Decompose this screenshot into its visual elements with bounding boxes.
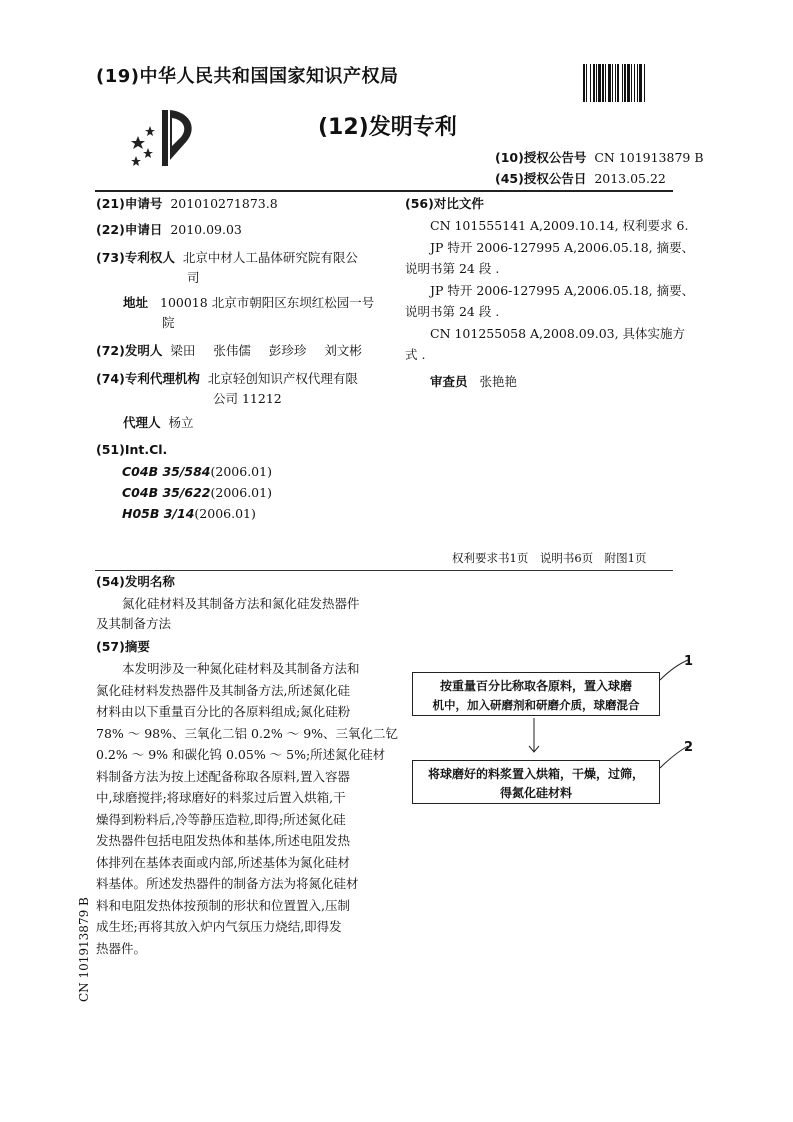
barcode-bar <box>602 64 604 102</box>
barcode-bar <box>605 64 606 102</box>
abstract-line: 材料由以下重量百分比的各原料组成;氮化硅粉 <box>96 704 351 719</box>
flow-step-1-line: 机中，加入研磨剂和研磨介质，球磨混合 <box>432 698 640 712</box>
abstract-line: 0.2% ～ 9% 和碳化钨 0.05% ～ 5%;所述氮化硅材 <box>96 747 386 762</box>
app-number-label: (21)申请号 <box>96 196 163 211</box>
citations-label: (56)对比文件 <box>405 196 484 211</box>
flow-step-2-line: 得氮化硅材料 <box>499 786 572 800</box>
barcode-bar <box>598 64 601 102</box>
issuing-office: (19)中华人民共和国国家知识产权局 <box>96 66 399 87</box>
abstract-line: 料基体。所述发热器件的制备方法为将氮化硅材 <box>96 876 359 891</box>
flow-step-1-line: 按重量百分比称取各原料，置入球磨 <box>439 679 632 693</box>
barcode <box>583 64 675 102</box>
barcode-bar <box>583 64 585 102</box>
agent: 杨立 <box>168 415 194 430</box>
citation-line: 说明书第 24 段 . <box>405 304 500 319</box>
barcode-bar <box>593 64 595 102</box>
ipc-label: (51)Int.Cl. <box>96 442 168 457</box>
barcode-bar <box>617 64 619 102</box>
patentee-label: (73)专利权人 <box>96 250 175 265</box>
abstract-line: 本发明涉及一种氮化硅材料及其制备方法和 <box>122 661 360 676</box>
step-2-number: 2 <box>684 740 694 755</box>
citation-line: 式 . <box>405 347 426 362</box>
ipc-code: C04B 35/584 <box>122 464 211 479</box>
barcode-bar <box>586 64 587 102</box>
barcode-bar <box>627 64 630 102</box>
barcode-bar <box>590 64 591 102</box>
abstract-label: (57)摘要 <box>96 639 150 654</box>
abstract-line: 热器件。 <box>96 940 147 956</box>
citation-line: JP 特开 2006-127995 A,2006.05.18, 摘要、 <box>430 240 695 255</box>
agency: 北京轻创知识产权代理有限 <box>207 371 358 386</box>
agent-label: 代理人 <box>123 415 161 430</box>
abstract-line: 料和电阻发热体按预制的形状和位置置入,压制 <box>96 897 350 913</box>
address-cont: 院 <box>162 315 175 330</box>
abstract-line: 料制备方法为按上述配备称取各原料,置入容器 <box>96 768 350 784</box>
citation-line: 说明书第 24 段 . <box>405 261 500 276</box>
abstract-line: 体排列在基体表面或内部,所述基体为氮化硅材 <box>96 854 350 870</box>
abstract-line: 发热器件包括电阻发热体和基体,所述电阻发热 <box>96 833 350 848</box>
app-date-label: (22)申请日 <box>96 222 163 237</box>
barcode-bar <box>624 64 626 102</box>
pub-date-label: (45)授权公告日 <box>495 171 587 186</box>
barcode-bar <box>612 64 613 102</box>
pub-number-label: (10)授权公告号 <box>495 150 587 165</box>
barcode-bar <box>615 64 616 102</box>
agency-label: (74)专利代理机构 <box>96 371 200 386</box>
inventor: 彭珍珍 <box>268 343 307 358</box>
barcode-bar <box>631 64 632 102</box>
pub-number: CN 101913879 B <box>594 150 704 165</box>
inventor: 梁田 <box>170 343 196 358</box>
abstract-text <box>96 658 399 959</box>
abstract-line: 氮化硅材料发热器件及其制备方法,所述氮化硅 <box>96 682 350 698</box>
title-label: (54)发明名称 <box>96 574 175 589</box>
examiner: 张艳艳 <box>479 374 518 389</box>
address: 100018 北京市朝阳区东坝红松园一号 <box>160 295 375 310</box>
abstract-line: 78% ～ 98%、三氧化二铝 0.2% ～ 9%、三氧化二钇 <box>96 725 399 741</box>
barcode-bar <box>637 64 638 102</box>
barcode-bar <box>608 64 611 102</box>
citation-line: JP 特开 2006-127995 A,2006.05.18, 摘要、 <box>430 283 695 298</box>
ipc-version: (2006.01) <box>194 506 256 521</box>
flow-step-2-line: 将球磨好的料浆置入烘箱，干燥，过筛， <box>427 767 644 781</box>
inventor: 刘文彬 <box>324 343 362 358</box>
barcode-bar <box>639 64 642 102</box>
side-pub-number: CN 101913879 B <box>77 897 91 1002</box>
header-divider <box>95 190 673 192</box>
ipc-code: H05B 3/14 <box>122 506 195 521</box>
citation-line: CN 101555141 A,2009.10.14, 权利要求 6. <box>430 218 689 233</box>
app-date: 2010.09.03 <box>170 222 242 237</box>
address-label: 地址 <box>123 295 149 310</box>
ipc-code: C04B 35/622 <box>122 485 211 500</box>
document-type: (12)发明专利 <box>318 115 457 140</box>
app-number: 201010271873.8 <box>170 196 278 211</box>
abstract-line: 中,球磨搅拌;将球磨好的料浆过后置入烘箱,干 <box>96 790 346 805</box>
ipc-version: (2006.01) <box>210 485 272 500</box>
section-divider <box>95 570 673 571</box>
abstract-line: 燥得到粉料后,冷等静压造粒,即得;所述氮化硅 <box>96 811 346 827</box>
patentee-cont: 司 <box>187 270 200 285</box>
examiner-label: 审查员 <box>430 374 468 389</box>
abstract-line: 成生坯;再将其放入炉内气氛压力烧结,即得发 <box>96 919 342 934</box>
barcode-bar <box>634 64 635 102</box>
agency-cont: 公司 11212 <box>213 391 282 406</box>
patentee: 北京中材人工晶体研究院有限公 <box>182 250 358 265</box>
step-1-number: 1 <box>684 654 694 669</box>
citation-line: CN 101255058 A,2008.09.03, 具体实施方 <box>430 326 686 341</box>
barcode-bar <box>596 64 597 102</box>
pub-date: 2013.05.22 <box>594 171 666 186</box>
ipc-version: (2006.01) <box>210 464 272 479</box>
inventors-label: (72)发明人 <box>96 343 163 358</box>
page-counts: 权利要求书1页 说明书6页 附图1页 <box>452 551 647 565</box>
barcode-bar <box>622 64 623 102</box>
inventor: 张伟儒 <box>213 343 251 358</box>
cnipa-emblem-icon <box>128 106 206 172</box>
flow-connectors <box>412 652 702 772</box>
invention-title-cont: 及其制备方法 <box>96 616 172 631</box>
barcode-bar <box>644 64 645 102</box>
invention-title: 氮化硅材料及其制备方法和氮化硅发热器件 <box>122 596 360 611</box>
